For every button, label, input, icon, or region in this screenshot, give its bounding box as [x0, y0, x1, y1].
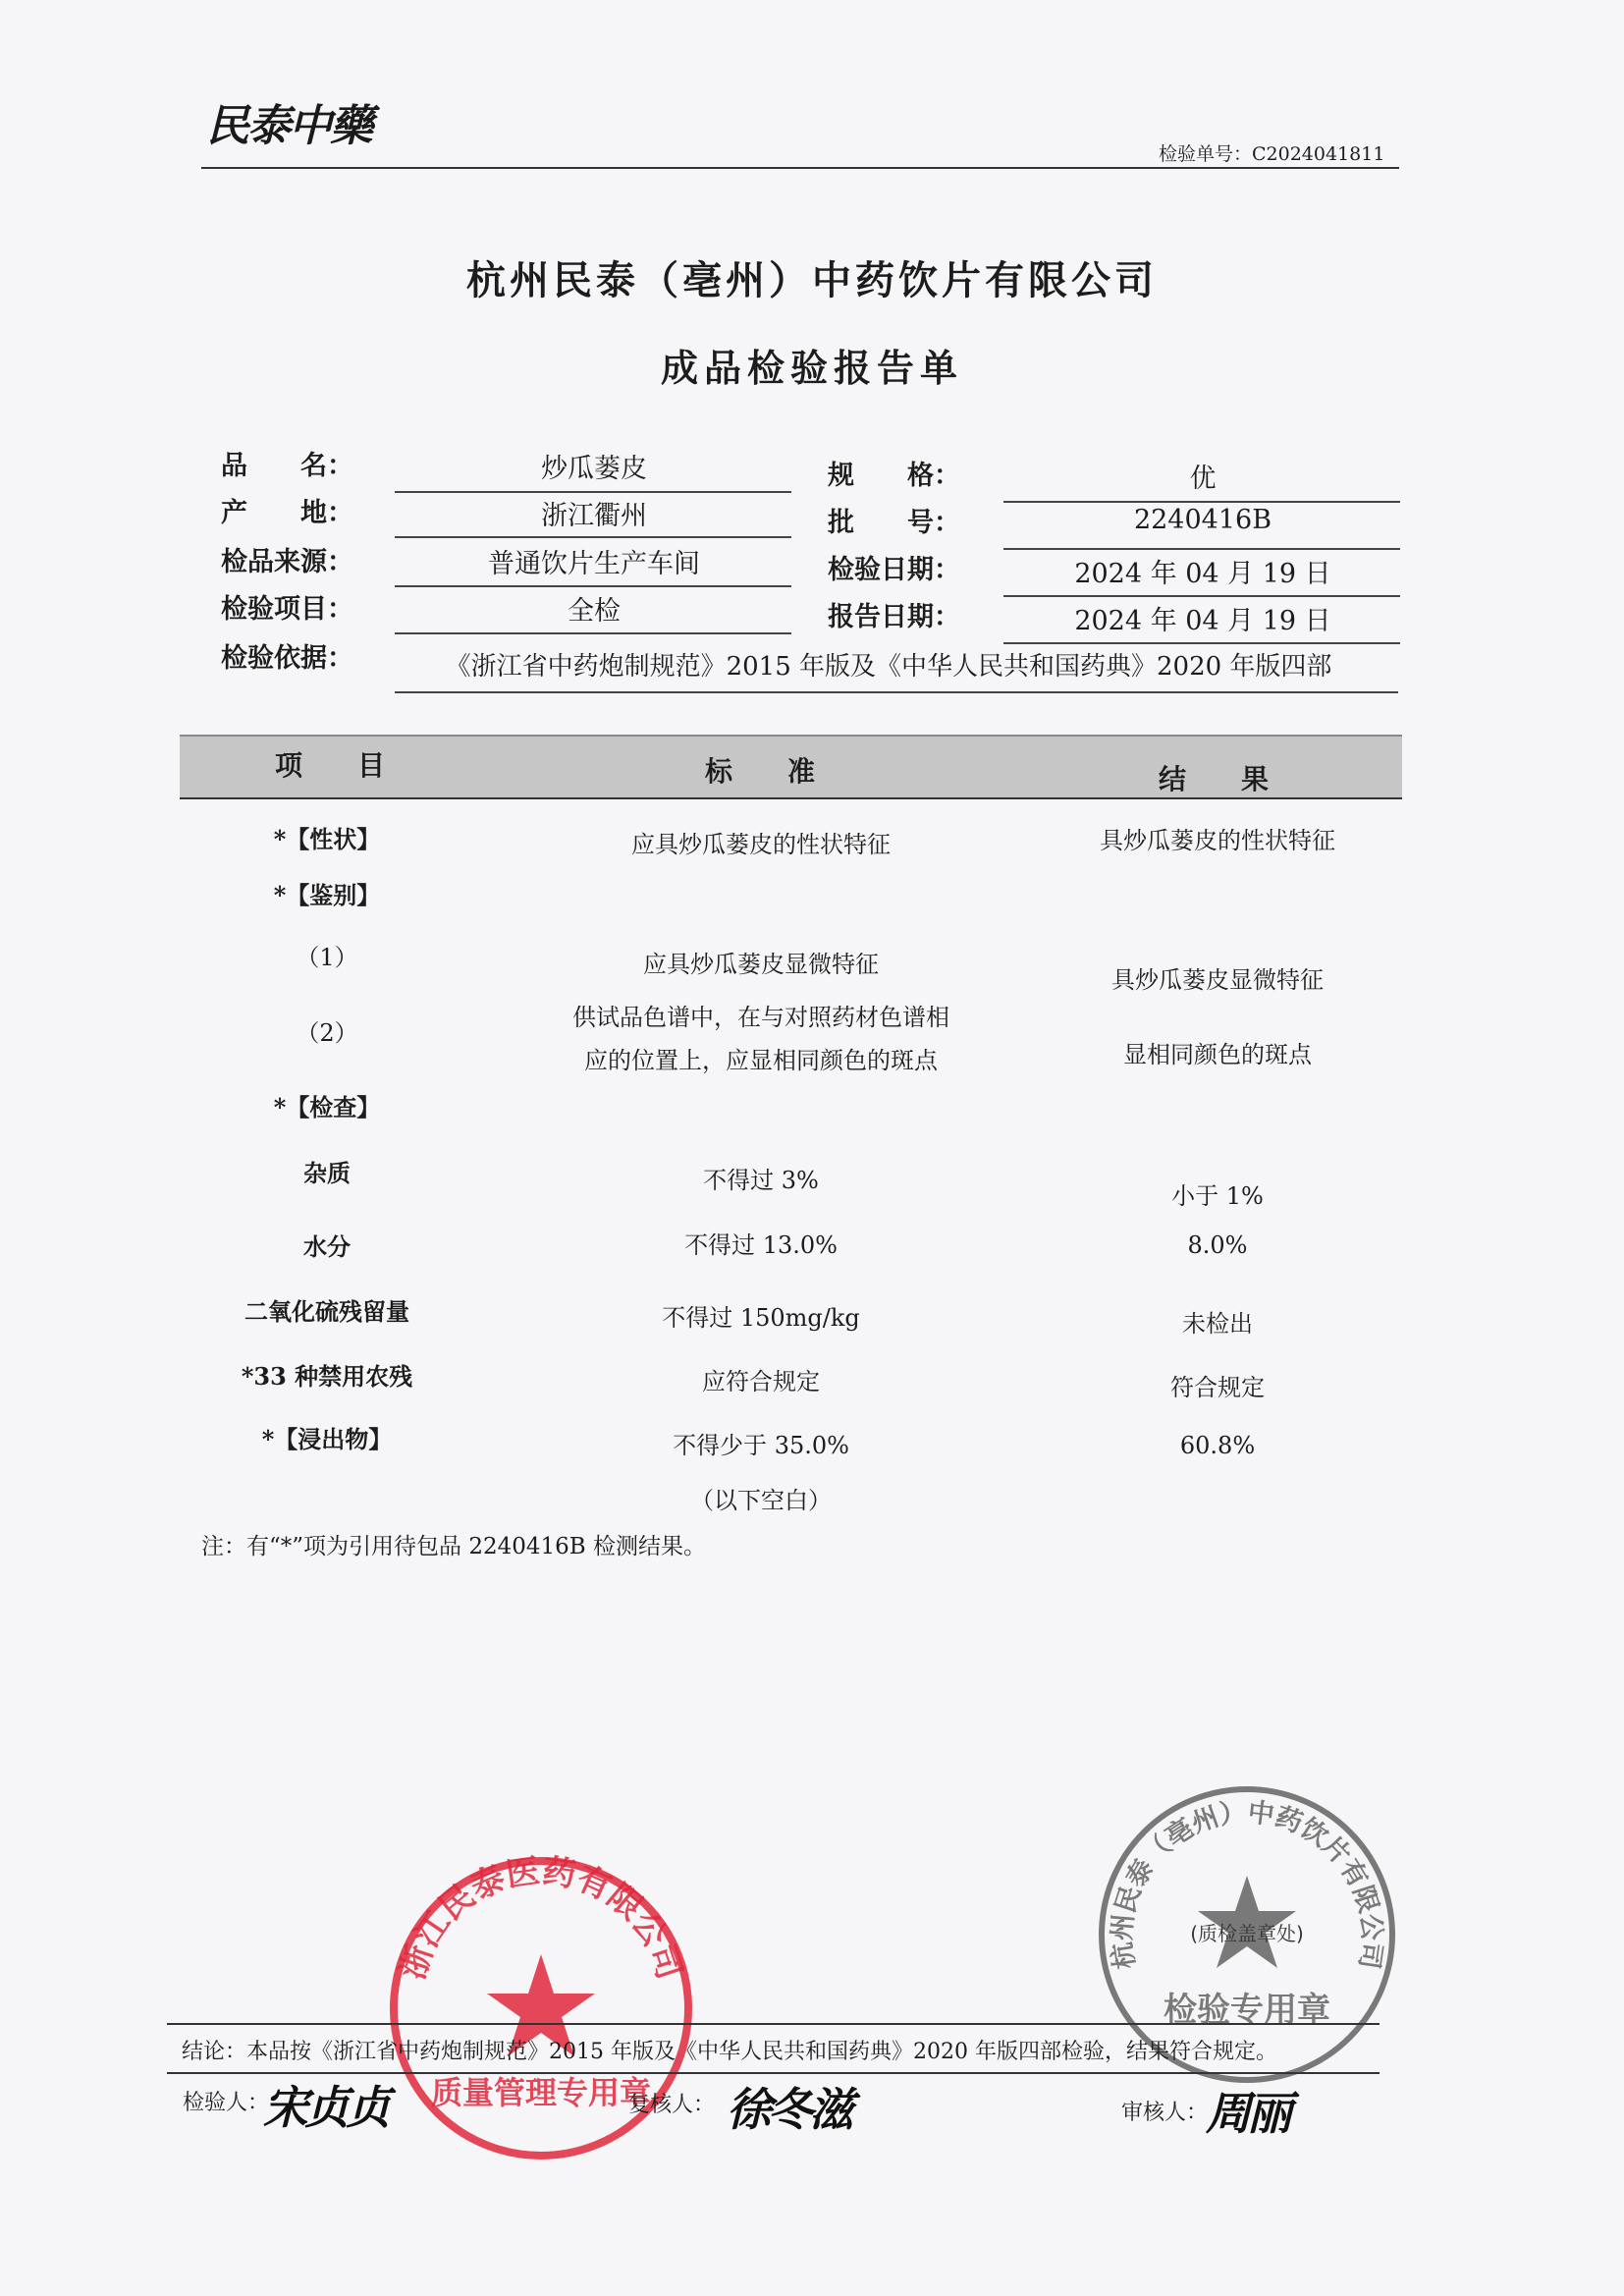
source-value: 普通饮片生产车间	[488, 549, 700, 579]
approver-label: 审核人：	[1121, 2101, 1209, 2125]
report-number: 检验单号：C2024041811	[1159, 143, 1385, 165]
basis-label: 检验依据：	[221, 643, 353, 674]
basis-value: 《浙江省中药炮制规范》2015 年版及《中华人民共和国药典》2020 年版四部	[445, 652, 1332, 682]
row-item: （1）	[296, 944, 358, 971]
basis-underline	[395, 691, 1398, 693]
conclusion-rule	[167, 2023, 1380, 2025]
report-date-value: 2024 年 04 月 19 日	[1074, 606, 1331, 636]
test-date-value: 2024 年 04 月 19 日	[1074, 559, 1331, 589]
row-standard: 不得过 150mg/kg	[662, 1304, 860, 1332]
source-label: 检品来源：	[221, 547, 353, 577]
test-item-underline	[395, 632, 791, 634]
row-standard: 不得少于 35.0%	[673, 1432, 849, 1459]
header-rule	[201, 167, 1399, 169]
inspector-signature: 宋贞贞	[263, 2081, 387, 2134]
inspector-label: 检验人：	[183, 2091, 270, 2115]
red-seal-text: 浙江民泰医药有限公司	[393, 1851, 689, 1985]
row-result: 8.0%	[1187, 1231, 1248, 1259]
gray-seal-note: (质检盖章处)	[1190, 1922, 1304, 1945]
row-result: 具炒瓜蒌皮的性状特征	[1100, 827, 1335, 854]
name-label: 品 名：	[221, 451, 353, 481]
row-item: *【浸出物】	[261, 1425, 393, 1453]
row-standard: 不得过 13.0%	[684, 1231, 838, 1259]
header-result: 结 果	[1159, 763, 1270, 795]
row-item: （2）	[296, 1019, 358, 1047]
row-standard-line2: 应的位置上，应显相同颜色的斑点	[584, 1047, 938, 1074]
origin-value: 浙江衢州	[541, 501, 647, 531]
row-result: 60.8%	[1179, 1432, 1256, 1459]
row-result: 小于 1%	[1171, 1182, 1264, 1210]
approver-signature: 周丽	[1206, 2087, 1288, 2140]
spec-value: 优	[1189, 464, 1217, 494]
origin-label: 产 地：	[221, 498, 353, 528]
report-date-label: 报告日期：	[828, 602, 960, 632]
footnote: 注：有“*”项为引用待包品 2240416B 检测结果。	[201, 1534, 706, 1559]
row-item: 杂质	[303, 1159, 351, 1187]
company-logo: 民泰中藥	[206, 101, 371, 151]
spec-label: 规 格：	[828, 461, 960, 491]
test-item-value: 全检	[568, 596, 621, 627]
document-title: 成品检验报告单	[660, 346, 963, 390]
row-standard: 不得过 3%	[703, 1167, 819, 1194]
source-underline	[395, 585, 791, 587]
spec-underline	[1003, 501, 1400, 503]
row-standard: 应具炒瓜蒌皮的性状特征	[631, 831, 891, 858]
company-name: 杭州民泰（亳州）中药饮片有限公司	[466, 257, 1158, 303]
red-quality-seal	[379, 1846, 703, 2170]
test-item-label: 检验项目：	[221, 594, 353, 625]
red-seal-subtext: 质量管理专用章	[430, 2074, 652, 2111]
test-date-label: 检验日期：	[828, 555, 960, 585]
header-item: 项 目	[275, 749, 386, 782]
blank-below-note: （以下空白）	[690, 1487, 832, 1514]
row-result: 未检出	[1182, 1310, 1253, 1338]
gray-seal-subtext: 检验专用章	[1164, 1991, 1330, 2030]
row-standard: 应符合规定	[702, 1368, 820, 1395]
test-date-underline	[1003, 595, 1400, 597]
row-item: 水分	[303, 1232, 351, 1261]
reviewer-signature: 徐冬滋	[727, 2083, 850, 2136]
header-standard: 标 准	[705, 755, 816, 788]
conclusion-text: 结论：本品按《浙江省中药炮制规范》2015 年版及《中华人民共和国药典》2020 年版四部检验，结果符合规定。	[182, 2040, 1277, 2064]
row-item: *【鉴别】	[273, 881, 381, 909]
row-item: 二氧化硫残留量	[244, 1297, 409, 1326]
row-result: 符合规定	[1170, 1374, 1265, 1401]
batch-label: 批 号：	[828, 508, 960, 538]
row-result: 具炒瓜蒌皮显微特征	[1111, 966, 1324, 994]
report-date-underline	[1003, 642, 1400, 644]
origin-underline	[395, 536, 791, 538]
row-item: *33 种禁用农残	[241, 1362, 413, 1391]
name-value: 炒瓜蒌皮	[541, 454, 647, 484]
row-item: *【检查】	[273, 1093, 381, 1121]
row-standard: 供试品色谱中，在与对照药材色谱相	[572, 1004, 949, 1031]
batch-underline	[1003, 548, 1400, 550]
row-standard: 应具炒瓜蒌皮显微特征	[643, 951, 879, 978]
batch-value: 2240416B	[1133, 505, 1272, 535]
row-result: 显相同颜色的斑点	[1123, 1041, 1312, 1068]
gray-seal-text: 杭州民泰（亳州）中药饮片有限公司	[1107, 1797, 1387, 1971]
row-item: *【性状】	[273, 825, 381, 853]
name-underline	[395, 491, 791, 493]
reviewer-label: 复核人：	[628, 2093, 716, 2117]
